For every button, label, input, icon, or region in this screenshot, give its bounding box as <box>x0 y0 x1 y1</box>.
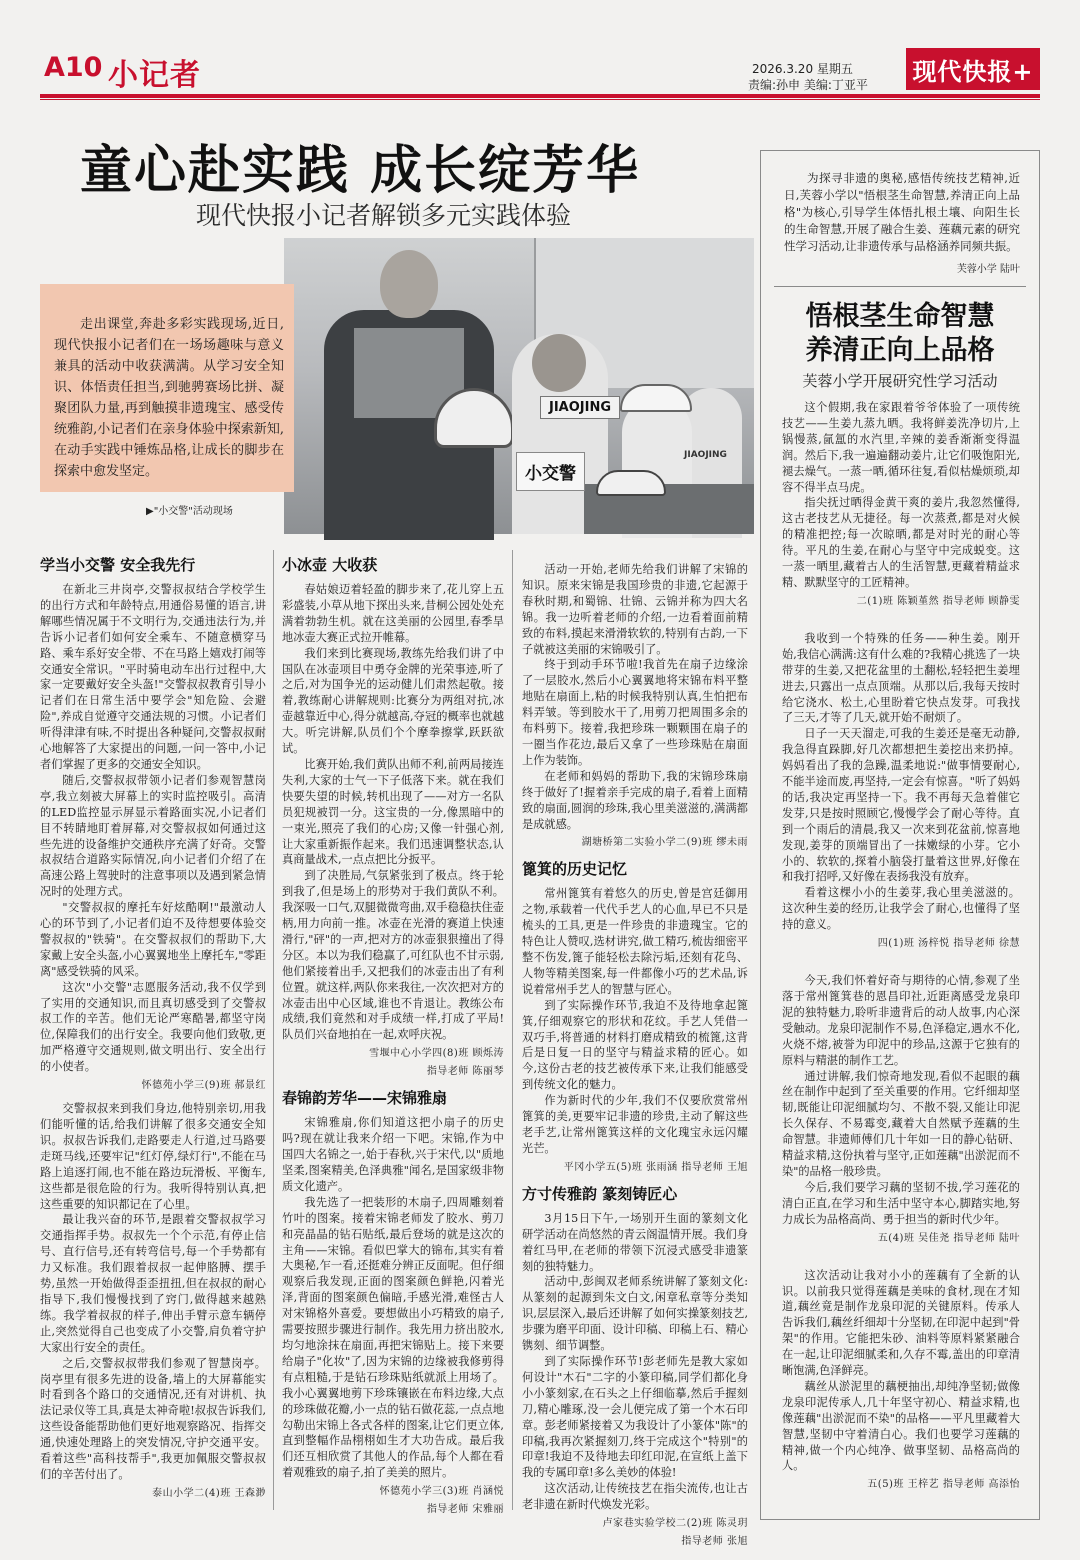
column-divider <box>273 550 274 1510</box>
paragraph: 宋锦雅扇,你们知道这把小扇子的历史吗?现在就让我来介绍一下吧。宋锦,作为中国四大名锦之一,始于春秋,兴于宋代,以"质地坚柔,图案精美,色泽典雅"闻名,是国家级非物质文化遗产。 <box>282 1116 504 1193</box>
paragraph: 活动中,彭闽双老师系统讲解了篆刻文化:从篆刻的起源到朱文白文,闲章私章等分类知识,层层深入,最后还讲解了如何实操篆刻技艺,步骤为磨平印面、设计印稿、印稿上石、精心镌刻、细节调整。 <box>522 1275 748 1353</box>
column-name: 小记者 <box>108 58 201 93</box>
spacer <box>782 617 1020 631</box>
author-signature: 怀德苑小学三(3)班 肖涵悦 <box>379 1486 504 1498</box>
author-signature: 湖塘桥第二实验小学二(9)班 缪未雨 <box>581 837 748 849</box>
article-title: 学当小交警 安全我先行 <box>40 556 196 574</box>
paragraph: 比赛开始,我们黄队出师不利,前两局接连失利,大家的士气一下子低落下来。就在我们快要失望的时候,转机出现了——对方一名队员犯规被罚一分。这宝贵的一分,像黑暗中的一束光,照亮了我们的心房;又像一针强心剂,让大家重新振作起来。我们迅速调整状态,认真商量战术,一点点把比分扳平。 <box>282 757 504 867</box>
paragraph: 交警叔叔来到我们身边,他特别亲切,用我们能听懂的话,给我们讲解了很多交通安全知识。叔叔告诉我们,走路要走人行道,过马路要走斑马线,还要牢记"红灯停,绿灯行",不能在马路上追逐打闹,也不能在路边玩滑板、平衡车,这些都是很危险的行为。我听得特别认真,把这些重要的知识都记在了心里。 <box>40 1102 266 1211</box>
intro-box: 走出课堂,奔赴多彩实践现场,近日,现代快报小记者们在一场场趣味与意义兼具的活动中收获满满。从学习安全知识、体悟责任担当,到驰骋赛场比拼、凝聚团队力量,再到触摸非遗瑰宝、感受传统雅韵,小记者们在亲身体验中探索新知,在动手实践中锤炼品格,让成长的脚步在探索中愈发坚定。 <box>40 284 294 492</box>
paragraph: 我先选了一把装形的木扇子,四周雕刻着竹叶的图案。接着宋锦老师发了胶水、剪刀和亮晶晶的钻石贴纸,最后登场的就是这次的主角——宋锦。看似巴掌大的锦布,其实有着大奥秘,乍一看,还挺难分辨正反面呢。但仔细观察后我发现,正面的图案颜色鲜艳,闪着光泽,背面的图案颜色偏暗,手感光滑,难怪古人对宋锦格外喜爱。要想做出小巧精致的扇子,需要按照步骤进行制作。我先用力挤出胶水,均匀地涂抹在扇面,再把宋锦贴上。接下来要给扇子"化妆"了,因为宋锦的边缘被我修剪得有点粗糙,于是钻石珍珠贴纸就派上用场了。我小心翼翼地剪下珍珠镶嵌在布料边缘,大点的珍珠做花瓣,小一点的钻石做花蕊,一点点地勾勒出宋锦上各式各样的图案,让它们更立体,直到整幅作品栩栩如生才大功告成。最后我们还互相欣赏了其他人的作品,每个人都在看着观雅致的扇子,拍了美美的照片。 <box>282 1195 504 1480</box>
page-number: A10 <box>44 52 103 83</box>
paragraph: 今后,我们要学习藕的坚韧不拔,学习莲花的清白正直,在学习和生活中坚守本心,脚踏实地,努力成长为品格高尚、勇于担当的新时代少年。 <box>782 1180 1020 1226</box>
paragraph: 在新北三井岗亭,交警叔叔结合学校学生的出行方式和年龄特点,用通俗易懂的语言,讲解哪些情况属于不文明行为,交通违法行为,并告诉小记者们如何安全乘车、不随意横穿马路、乘车系好安全带、不在马路上嬉戏打闹等交通安全常识。"平时骑电动车出行过程中,大家一定要戴好安全头盔!"交警叔叔教育引导小记者们在日常生活中要学会"知危险、会避险",养成自觉遵守交通法规的习惯。小记者们听得津津有味,不时提出各种疑问,交警叔叔耐心地解答了大家提出的问题,一问一答中,小记者们掌握了更多的交通安全知识。 <box>40 583 266 771</box>
photo-police-cap <box>620 384 692 412</box>
paragraph: 到了实际操作环节,我迫不及待地拿起篦箕,仔细观察它的形状和花纹。手艺人凭借一双巧手,将普通的材料打磨成精致的梳篦,这背后是日复一日的坚守与精益求精的匠心。如今,这份古老的技艺被传承下来,让我们能感受到传统文化的魅力。 <box>522 998 748 1092</box>
photo-child-head <box>532 334 586 392</box>
paragraph: 藕丝从淤泥里的藕梗抽出,却纯净坚韧;做像龙泉印泥传承人,几十年坚守初心、精益求精,也像莲藕"出淤泥而不染"的品格——平凡里藏着大智慧,坚韧中守着清白心。我们也要学习莲藕的精神,做一个内心纯净、做事坚韧、品格高尚的人。 <box>782 1379 1020 1473</box>
paragraph: 看着这棵小小的生姜芽,我心里美滋滋的。这次种生姜的经历,让我学会了耐心,也懂得了坚持的意义。 <box>782 886 1020 932</box>
paragraph: 通过讲解,我们惊奇地发现,看似不起眼的藕丝在制作中起到了至关重要的作用。它纤细却坚韧,既能让印泥细腻均匀、不散不裂,又能让印泥长久保存、不易霉变,藏着大自然赋予莲藕的生命智慧。非遗师傅们几十年如一日的静心钻研、精益求精,这份执着与坚守,正如莲藕"出淤泥而不染"的品格一般珍贵。 <box>782 1069 1020 1178</box>
column-divider <box>512 550 513 1510</box>
newspaper-logo: 现代快报+ <box>906 48 1040 90</box>
author-signature: 四(1)班 汤梓悦 指导老师 徐慧 <box>877 938 1020 950</box>
author-signature: 卢家巷实验学校二(2)班 陈灵玥 <box>602 1518 748 1530</box>
photo-officer-head <box>380 250 438 318</box>
column-2 <box>282 550 504 1516</box>
column-1 <box>40 550 266 1510</box>
header-rule-thin <box>40 99 1040 100</box>
paragraph: 春姑娘迈着轻盈的脚步来了,花儿穿上五彩盛装,小草从地下探出头来,昔桐公园处处充满着勃勃生机。就在这美丽的公园里,春季旱地冰壶大赛正式拉开帷幕。 <box>282 583 504 644</box>
author-signature: 泰山小学二(4)班 王森渺 <box>152 1487 266 1499</box>
sidebar-title-line-2: 养清正向上品格 <box>805 335 995 366</box>
paragraph: 3月15日下午,一场别开生面的篆刻文化研学活动在尚悠然的青云阁温情开展。我们身着红马甲,在老师的带领下沉浸式感受非遗篆刻的独特魅力。 <box>522 1211 748 1273</box>
issue-date: 2026.3.20 星期五 <box>752 62 853 76</box>
author-signature: 平冈小学五(5)班 张雨涵 指导老师 王旭 <box>563 1161 748 1173</box>
sidebar-rule <box>774 286 1026 287</box>
author-signature: 二(1)班 陈颖堇然 指导老师 顾静雯 <box>856 595 1020 607</box>
sidebar-body <box>782 400 1020 1510</box>
spacer <box>782 1254 1020 1268</box>
paragraph: 随后,交警叔叔带领小记者们参观智慧岗亭,我立刻被大屏幕上的实时监控吸引。高清的LED监控显示屏显示着路面实况,小记者们目不转睛地盯着屏幕,对交警叔叔如何通过这些先进的设备维护交通秩序充满了好奇。交警叔叔结合道路实际情况,向小记者们介绍了在高速公路上驾驶时的注意事项以及遇到紧急情况时的处理方式。 <box>40 773 266 899</box>
photo-badge-text: JIAOJING <box>540 396 620 419</box>
paragraph: 之后,交警叔叔带我们参观了智慧岗亭。岗亭里有很多先进的设备,墙上的大屏幕能实时看到各个路口的交通情况,还有对讲机、执法记录仪等工具,真是太神奇啦!叔叔告诉我们,这些设备能帮助他们更好地观察路况、指挥交通,快速处理路上的突发情况,守护交通平安。看着这些"高科技帮手",我更加佩服交警叔叔们的辛苦付出了。 <box>40 1356 266 1481</box>
paragraph: 这次活动,让传统技艺在指尖流传,也让古老非遗在新时代焕发光彩。 <box>522 1482 748 1512</box>
paragraph: 到了决胜局,气氛紧张到了极点。终于轮到我了,但是场上的形势对于我们黄队不利。我深吸一口气,双腿微微弯曲,双手稳稳扶住壶柄,用力向前一推。冰壶在光滑的赛道上快速滑行,"砰"的一声,把对方的冰壶狠狠撞出了得分区。本以为我们稳赢了,可红队也不甘示弱,他们紧接着出手,又把我们的冰壶击出了有利位置。就这样,两队你来我往,一次次把对方的冰壶击出中心区域,谁也不肯退让。教练公布成绩,我们竟然和对手成绩一样,打成了平局!队员们兴奋地拍在一起,欢呼庆祝。 <box>282 869 504 1042</box>
paragraph: 在老师和妈妈的帮助下,我的宋锦珍珠扇终于做好了!握着亲手完成的扇子,看着上面精致的扇面,圆润的珍珠,我心里美滋滋的,满满都是成就感。 <box>522 769 748 831</box>
paragraph: 我收到一个特殊的任务——种生姜。刚开始,我信心满满:这有什么难的?我精心挑选了一块带芽的生姜,又把花盆里的土翻松,轻轻把生姜埋进去,只露出一点点顶端。从那以后,我每天按时给它浇水、松土,心里盼着它快点发芽。可我找了三天,才等了几天,就开始不耐烦了。 <box>782 631 1020 725</box>
column-3 <box>522 562 748 1548</box>
main-headline: 童心赴实践 成长绽芳华 <box>80 141 641 201</box>
editor-credits: 责编:孙申 美编:丁亚平 <box>748 78 868 92</box>
paragraph: 这次"小交警"志愿服务活动,我不仅学到了实用的交通知识,而且真切感受到了交警叔叔工作的辛苦。他们无论严寒酷暑,都坚守岗位,保障我们的出行安全。我要向他们致敬,更加严格遵守交通规则,做文明出行、安全出行的小使者。 <box>40 980 266 1074</box>
teacher-signature: 指导老师 张旭 <box>681 1536 748 1548</box>
author-signature: 雪堰中心小学四(8)班 顾烁涛 <box>369 1048 504 1060</box>
header-rule <box>40 94 1040 98</box>
main-subheadline: 现代快报小记者解锁多元实践体验 <box>196 201 572 230</box>
article-title: 春锦韵芳华——宋锦雅扇 <box>282 1089 448 1108</box>
author-signature: 怀德苑小学三(9)班 郝景红 <box>141 1080 266 1092</box>
author-signature: 五(5)班 王梓艺 指导老师 高添怡 <box>867 1479 1020 1491</box>
paragraph: 我们来到比赛现场,教练先给我们讲了中国队在冰壶项目中勇夺金牌的光荣事迹,听了之后,对为国争光的运动健儿们肃然起敬。接着,教练耐心讲解规则:比赛分为两组对抗,冰壶越靠近中心,得分就越高,夺冠的概率也就越大。听完讲解,队员们个个摩拳擦掌,跃跃欲试。 <box>282 646 504 756</box>
paragraph: 日子一天天溜走,可我的生姜还是毫无动静,我急得直跺脚,好几次都想把生姜挖出来扔掉。妈妈看出了我的急躁,温柔地说:"做事情要耐心,不能半途而废,再坚持,一定会有惊喜。"听了妈妈的话,我决定再坚持一下。我不再每天急着催它发芽,只是按时照顾它,慢慢学会了耐心等待。直到一个雨后的清晨,我又一次来到花盆前,惊喜地发现,姜芽的顶端冒出了一抹嫩绿的小芽。它小小的、软软的,探着小脑袋打量着这世界,好像在和我打招呼,又好像在表扬我没有放弃。 <box>782 727 1020 884</box>
paragraph: 常州篦箕有着悠久的历史,曾是宫廷御用之物,承载着一代代手艺人的心血,早已不只是梳头的工具,更是一件珍贵的非遗瑰宝。它的特色让人赞叹,选材讲究,做工精巧,梳齿细密平整不伤发,篦子能轻松去除污垢,还刻有花鸟、人物等精美图案,每一件都像小巧的艺术品,诉说着常州手艺人的智慧与匠心。 <box>522 887 748 996</box>
teacher-signature: 指导老师 宋雅丽 <box>426 1504 504 1516</box>
paragraph: 指尖抚过晒得金黄干爽的姜片,我忽然懂得,这古老技艺从无捷径。每一次蒸煮,都是对火候的精准把控;每一次晾晒,都是对时光的耐心等待。平凡的生姜,在耐心与坚守中完成蜕变。这一蒸一晒里,藏着古人的生活智慧,更藏着精益求精、默默坚守的工匠精神。 <box>782 496 1020 589</box>
photo-tag-text: 小交警 <box>516 452 585 491</box>
photo-caption: ▶"小交警"活动现场 <box>146 506 233 517</box>
paragraph: "交警叔叔的摩托车好炫酷啊!"最激动人心的环节到了,小记者们迫不及待想要体验交警叔叔的"铁骑"。在交警叔叔们的帮助下,大家戴上安全头盔,小心翼翼地坐上摩托车,"零距离"感受铁骑的风采。 <box>40 901 266 978</box>
paragraph: 最让我兴奋的环节,是跟着交警叔叔学习交通指挥手势。叔叔先一个个示范,有停止信号、直行信号,还有转弯信号,每一个手势都有力又标准。我们跟着叔叔一起伸胳膊、摆手势,虽然一开始做得歪歪扭扭,但在叔叔的耐心指导下,我们慢慢找到了窍门,做得越来越熟练。我学着叔叔的样子,伸出手臂示意车辆停止,突然觉得自己也变成了小交警,肩负着守护大家出行安全的责任。 <box>40 1213 266 1354</box>
sidebar-subtitle: 芙蓉小学开展研究性学习活动 <box>802 372 998 390</box>
photo-small-tag-text: JIAOJING <box>684 450 727 460</box>
paragraph: 到了实际操作环节!彭老师先是教大家如何设计"木石"二字的小篆印稿,同学们都化身小小篆刻家,在石头之上仔细临摹,然后手握刻刀,精心雕琢,没一会儿便完成了第一个木石印章。彭老师紧接着又为我设计了小篆体"陈"的印稿,我再次紧握刻刀,终于完成这个"特别"的印章!我迫不及待地去印红印泥,在宣纸上盖下我的专属印章!多么美妙的体验! <box>522 1354 748 1480</box>
article-title: 小冰壶 大收获 <box>282 556 378 574</box>
paragraph: 这次活动让我对小小的莲藕有了全新的认识。以前我只觉得莲藕是美味的食材,现在才知道,藕丝竟是制作龙泉印泥的关键原料。传承人告诉我们,藕丝纤细却十分坚韧,在印泥中起到"骨架"的作用。它能把朱砂、油料等原料紧紧融合在一起,让印泥细腻柔和,久存不霉,盖出的印章清晰饱满,色泽鲜亮。 <box>782 1268 1020 1378</box>
paragraph: 这个假期,我在家跟着爷爷体验了一项传统技艺——生姜九蒸九晒。我将鲜姜洗净切片,上锅慢蒸,氤氲的水汽里,辛辣的姜香渐渐变得温润。然后下,我一遍遍翻动姜片,让它们吸饱阳光,褪去燥气。一蒸一晒,循环往复,看似枯燥烦琐,却容不得半点马虎。 <box>782 401 1020 494</box>
article-title: 方寸传雅韵 篆刻铸匠心 <box>522 1184 678 1203</box>
author-signature: 五(4)班 吴佳尧 指导老师 陆叶 <box>877 1232 1020 1244</box>
paragraph: 活动一开始,老师先给我们讲解了宋锦的知识。原来宋锦是我国珍贵的非遗,它起源于春秋时期,和蜀锦、壮锦、云锦并称为四大名锦。我一边听着老师的介绍,一边看着面前精致的布料,摸起来滑滑软软的,特别有古韵,一下子就被这美丽的宋锦吸引了。 <box>522 563 748 656</box>
sidebar-intro-signature: 芙蓉小学 陆叶 <box>956 264 1020 275</box>
paragraph: 作为新时代的少年,我们不仅要欣赏常州篦箕的美,更要牢记非遗的珍贵,主动了解这些老手艺,让常州篦箕这样的文化瑰宝永远闪耀光芒。 <box>522 1094 748 1155</box>
paragraph: 终于到动手环节啦!我首先在扇子边缘涂了一层胶水,然后小心翼翼地将宋锦布料平整地贴在扇面上,粘的时候我特别认真,生怕把布料弄皱。等到胶水干了,用剪刀把周围多余的布料剪下。接着,我把珍珠一颗颗围在扇子的一圈当作花边,最后又拿了一些珍珠贴在扇面上作为装饰。 <box>522 658 748 767</box>
article-title: 篦箕的历史记忆 <box>522 860 628 879</box>
spacer <box>782 959 1020 973</box>
sidebar-intro: 为探寻非遗的奥秘,感悟传统技艺精神,近日,芙蓉小学以"悟根茎生命智慧,养清正向上品格"为核心,引导学生体悟扎根土壤、向阳生长的生命智慧,开展了融合生姜、莲藕元素的研究性学习活动,让非遗传承与品格涵养同频共振。 <box>784 171 1020 253</box>
sidebar-title-line-1: 悟根茎生命智慧 <box>805 301 995 332</box>
photo-police-cap <box>596 470 666 496</box>
traffic-police-photo <box>284 238 754 534</box>
paragraph: 今天,我们怀着好奇与期待的心情,参观了坐落于常州篦箕巷的恩昌印社,近距离感受龙泉印泥的独特魅力,聆听非遗背后的动人故事,内心深受触动。龙泉印泥制作不易,色泽稳定,遇水不化,火烧不熔,被誉为印泥中的珍品,这源于它独有的原料与精湛的制作工艺。 <box>782 974 1020 1067</box>
teacher-signature: 指导老师 陈丽琴 <box>426 1066 504 1078</box>
